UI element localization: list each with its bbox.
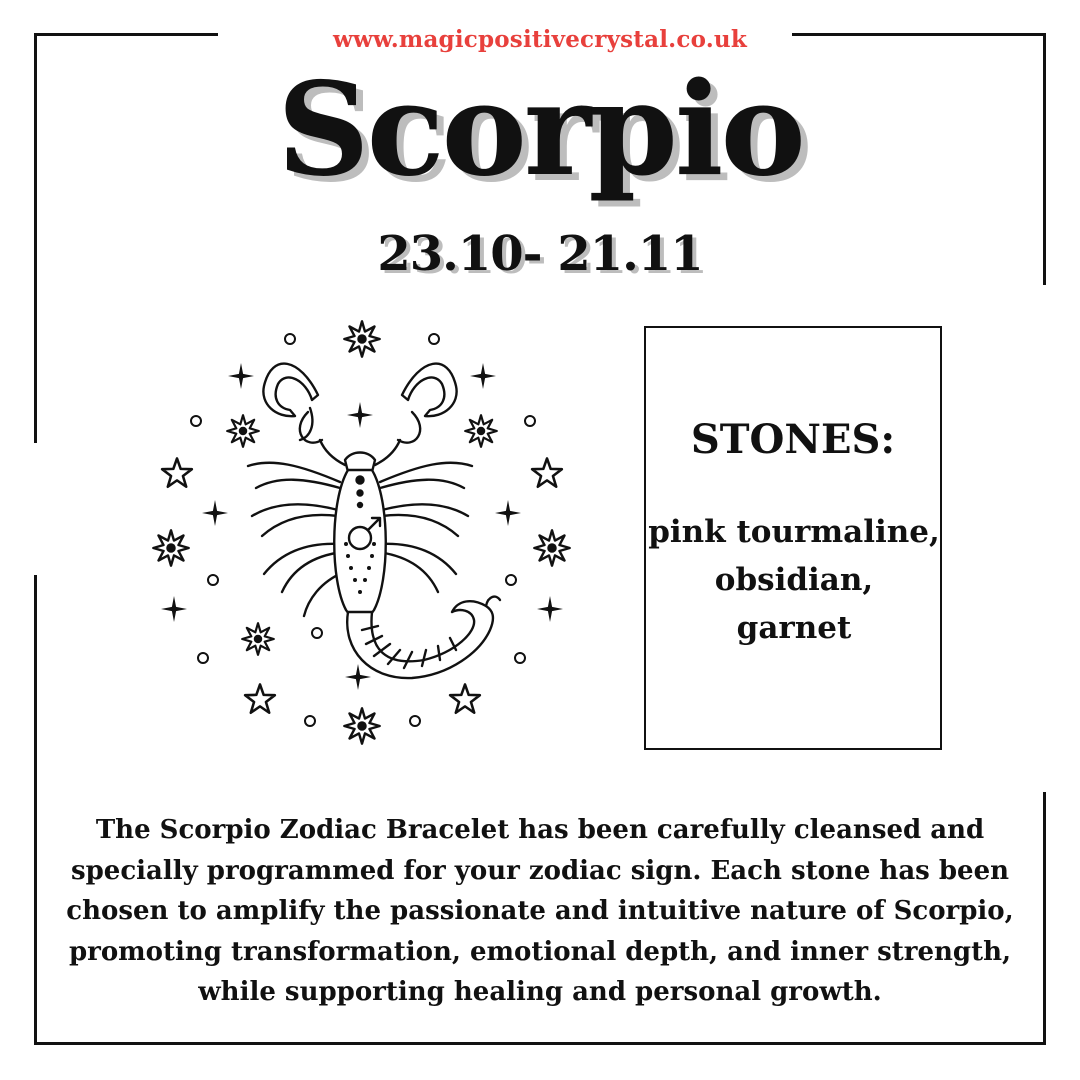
scorpion-icon — [248, 364, 500, 679]
frame-right-lower-line — [1043, 792, 1046, 1045]
stone-item: pink tourmaline, — [648, 514, 940, 550]
website-url[interactable]: www.magicpositivecrystal.co.uk — [333, 26, 747, 53]
stones-list — [634, 508, 954, 652]
frame-left-lower-line — [34, 575, 37, 1045]
stone-item: obsidian, — [714, 562, 874, 598]
stone-item: garnet — [736, 610, 852, 646]
frame-bottom-line — [34, 1042, 1046, 1045]
stones-heading: STONES: — [690, 416, 896, 463]
zodiac-dates: 23.10- 21.11 — [377, 226, 703, 282]
product-description: The Scorpio Zodiac Bracelet has been carefully cleansed and specially programmed for your zodiac sign. Each stone has been chosen to amplify the passionate and intuitive nature of Scorpio, promoting transformation, emotional depth, and inner strength, while supporting healing and personal growth. — [66, 815, 1014, 1007]
stones-panel — [644, 326, 942, 750]
zodiac-emblem — [140, 300, 580, 750]
page-title: Scorpio — [277, 55, 803, 205]
